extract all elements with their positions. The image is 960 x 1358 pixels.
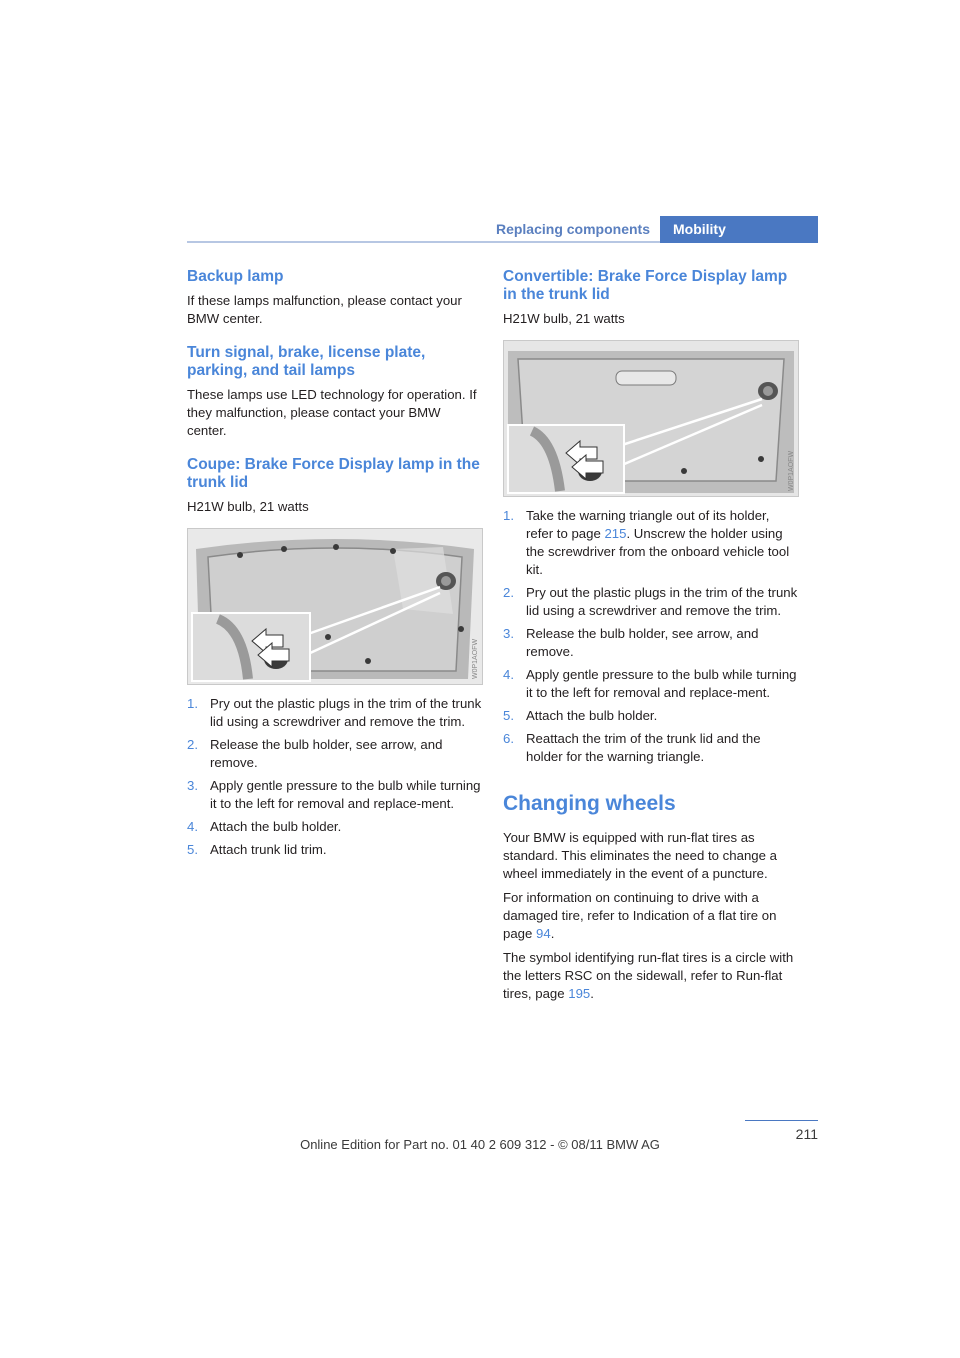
wheels-paragraph-1: Your BMW is equipped with run-flat tires as standard. This eliminates the need to change a wheel immediately in the event of a puncture.	[503, 830, 777, 881]
coupe-step-1: 1. Pry out the plastic plugs in the trim of the trunk lid using a screwdriver and remove the trim.	[187, 696, 482, 729]
wheels-paragraph-3: The symbol identifying run-flat tires is a circle with the letters RSC on the sidewall, refer to Run-flat tires, page 195.	[503, 950, 794, 1001]
left-column	[187, 268, 482, 864]
convertible-step-5: 5. Attach the bulb holder.	[503, 708, 658, 723]
page-link-94[interactable]: 94	[536, 926, 551, 941]
coupe-trunk-lid-illustration	[188, 529, 482, 684]
backup-lamp-text: If these lamps malfunction, please contact your BMW center.	[187, 293, 462, 326]
coupe-trunk-lid-photo	[187, 528, 483, 685]
page-number: 211	[795, 1126, 818, 1142]
convertible-step-1: 1. Take the warning triangle out of its holder, refer to page 215. Unscrew the holder using the screwdriver from the onboard vehicle tool kit.	[503, 508, 790, 577]
coupe-step-2: 2. Release the bulb holder, see arrow, and remove.	[187, 737, 443, 770]
coupe-steps-list	[187, 695, 482, 859]
page-link-195[interactable]: 195	[568, 986, 591, 1001]
convertible-image-code: W0P1AOFW	[788, 450, 795, 491]
convertible-bulb-text: H21W bulb, 21 watts	[503, 311, 625, 326]
coupe-step-4: 4. Attach the bulb holder.	[187, 819, 342, 834]
running-header-section: Replacing components	[495, 221, 650, 237]
convertible-heading: Convertible: Brake Force Display lamp in the trunk lid	[503, 268, 788, 303]
page-link-215[interactable]: 215	[604, 526, 627, 541]
turn-signal-heading: Turn signal, brake, license plate, parking, and tail lamps	[187, 344, 426, 379]
convertible-trunk-lid-illustration	[504, 341, 798, 496]
convertible-step-2: 2. Pry out the plastic plugs in the trim of the trunk lid using a screwdriver and remove the trim.	[503, 585, 798, 618]
coupe-image-code: W0P1AOFW	[472, 638, 479, 679]
convertible-steps-list	[503, 507, 798, 766]
coupe-step-5: 5. Attach trunk lid trim.	[187, 842, 327, 857]
right-column	[503, 268, 798, 1003]
coupe-heading: Coupe: Brake Force Display lamp in the trunk lid	[187, 456, 480, 491]
convertible-step-3: 3. Release the bulb holder, see arrow, and remove.	[503, 626, 759, 659]
convertible-step-4: 4. Apply gentle pressure to the bulb while turning it to the left for removal and replace-ment.	[503, 667, 797, 700]
coupe-bulb-text: H21W bulb, 21 watts	[187, 499, 309, 514]
turn-signal-text: These lamps use LED technology for operation. If they malfunction, please contact your BMW center.	[187, 387, 477, 438]
header-rule	[187, 241, 660, 243]
backup-lamp-heading: Backup lamp	[187, 268, 284, 285]
footer-edition-text: Online Edition for Part no. 01 40 2 609 312 - © 08/11 BMW AG	[300, 1137, 660, 1152]
wheels-paragraph-2: For information on continuing to drive with a damaged tire, refer to Indication of a flat tire on page 94.	[503, 890, 777, 941]
changing-wheels-heading: Changing wheels	[503, 792, 676, 815]
convertible-step-6: 6. Reattach the trim of the trunk lid and the holder for the warning triangle.	[503, 731, 761, 764]
chapter-tab: Mobility	[660, 216, 818, 243]
convertible-trunk-lid-photo	[503, 340, 799, 497]
coupe-step-3: 3. Apply gentle pressure to the bulb while turning it to the left for removal and replace-ment.	[187, 778, 481, 811]
page-number-rule	[745, 1120, 818, 1121]
